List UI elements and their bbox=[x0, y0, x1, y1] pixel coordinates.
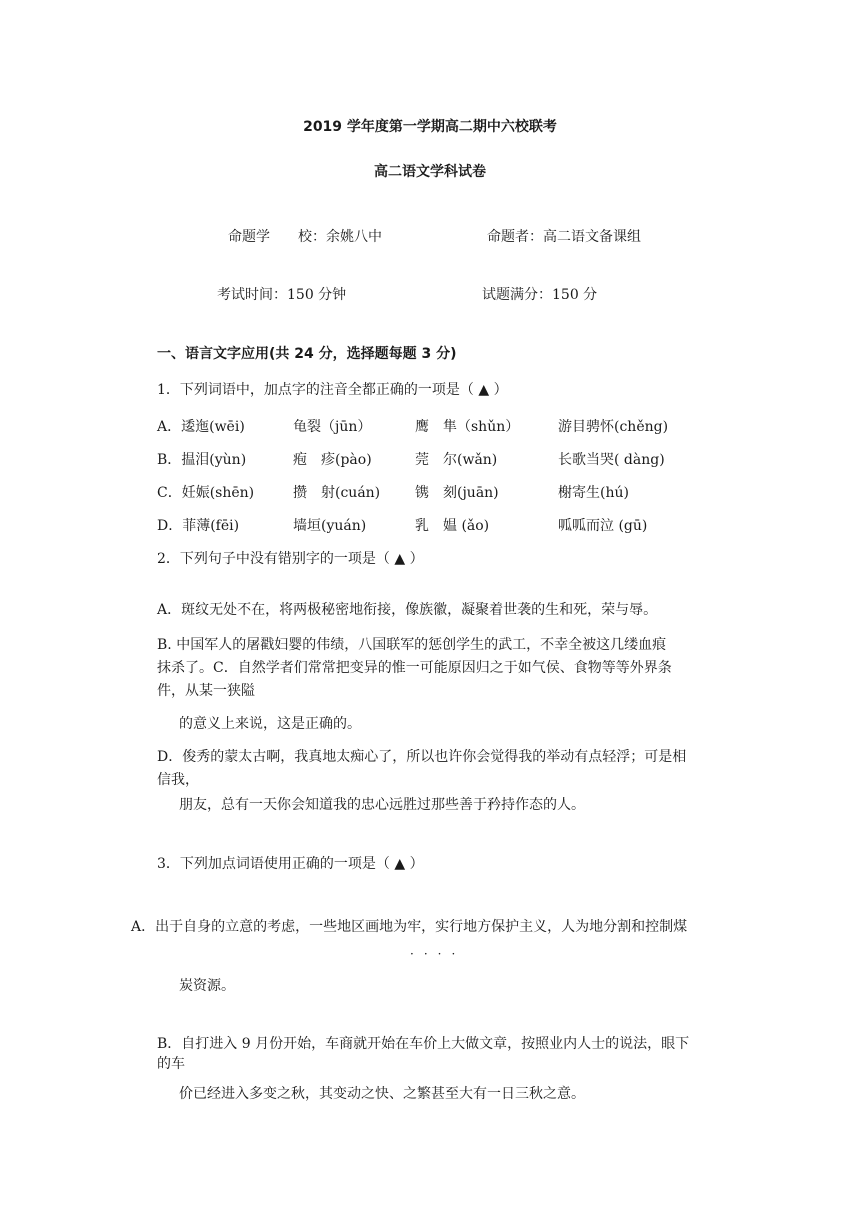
q1-option-b-2: 疱 疹(pào) bbox=[293, 452, 372, 468]
q2-option-d-continuation: 朋友，总有一天你会知道我的忠心远胜过那些善于矜持作态的人。 bbox=[179, 797, 585, 813]
q1-option-d-1: D．菲薄(fēi) bbox=[157, 518, 240, 534]
q2-option-a: A．斑纹无处不在，将两极秘密地衔接，像族徽，凝聚着世袭的生和死，荣与辱。 bbox=[157, 602, 658, 618]
school-info: 命题学 校：余姚八中 bbox=[228, 229, 382, 245]
author-info: 命题者：高二语文备课组 bbox=[487, 229, 641, 245]
q3-option-b-line2: 的车 bbox=[157, 1056, 185, 1072]
q2-option-b-line3: 件，从某一狭隘 bbox=[157, 683, 255, 699]
q1-stem: 1．下列词语中，加点字的注音全都正确的一项是（ ▲ ） bbox=[157, 382, 508, 398]
q2-option-b-line2: 抹杀了。C．自然学者们常常把变异的惟一可能原因归之于如气侯、食物等等外界条 bbox=[157, 660, 672, 676]
q1-option-d-2: 墙垣(yuán) bbox=[293, 518, 367, 534]
q3-emphasis-dots: ···· bbox=[410, 947, 466, 961]
q2-option-d-line1: D．俊秀的蒙太古啊，我真地太痴心了，所以也许你会觉得我的举动有点轻浮；可是相 bbox=[157, 749, 687, 765]
q1-option-c-2: 攒 射(cuán) bbox=[293, 485, 381, 501]
section-heading: 一、语言文字应用(共 24 分，选择题每题 3 分) bbox=[157, 346, 457, 362]
q1-option-b-1: B．揾泪(yùn) bbox=[157, 452, 247, 468]
q1-option-c-1: C．妊娠(shēn) bbox=[157, 485, 255, 501]
exam-score: 试题满分：150 分 bbox=[482, 287, 598, 303]
exam-subtitle: 高二语文学科试卷 bbox=[374, 164, 486, 180]
q1-option-b-3: 莞 尔(wǎn) bbox=[415, 452, 498, 468]
q3-stem: 3．下列加点词语使用正确的一项是（ ▲ ） bbox=[157, 856, 424, 872]
exam-time: 考试时间：150 分钟 bbox=[217, 287, 347, 303]
q1-option-a-2: 龟裂（jūn） bbox=[293, 419, 372, 435]
q2-option-b-line1: B. 中国军人的屠戳妇婴的伟绩，八国联军的惩创学生的武工，不幸全被这几缕血痕 bbox=[157, 637, 667, 653]
q3-option-a-line1: A．出于自身的立意的考虑，一些地区画地为牢，实行地方保护主义，人为地分割和控制煤 bbox=[131, 919, 688, 935]
q3-option-a-line2: 炭资源。 bbox=[179, 978, 235, 994]
q1-option-a-4: 游目骋怀(chěng) bbox=[558, 419, 669, 435]
q1-option-d-3: 乳 媪 (ǎo) bbox=[415, 518, 490, 534]
q1-option-c-3: 镌 刻(juān) bbox=[415, 485, 499, 501]
q2-option-d-line2: 信我， bbox=[157, 772, 199, 788]
q1-option-d-4: 呱呱而泣 (gū) bbox=[558, 518, 648, 534]
q1-option-a-3: 鹰 隼（shǔn） bbox=[415, 419, 520, 435]
q3-option-b-line1: B．自打进入 9 月份开始，车商就开始在车价上大做文章，按照业内人士的说法，眼下 bbox=[157, 1036, 690, 1052]
q1-option-b-4: 长歌当哭( dàng) bbox=[558, 452, 665, 468]
q1-option-c-4: 榭寄生(hú) bbox=[558, 485, 629, 501]
q1-option-a-1: A．逶迤(wēi) bbox=[157, 419, 245, 435]
q2-option-c-continuation: 的意义上来说，这是正确的。 bbox=[179, 716, 361, 732]
q3-option-b-continuation: 价已经进入多变之秋，其变动之快、之繁甚至大有一日三秋之意。 bbox=[179, 1086, 585, 1102]
q2-stem: 2．下列句子中没有错别字的一项是（ ▲ ） bbox=[157, 551, 424, 567]
exam-title: 2019 学年度第一学期高二期中六校联考 bbox=[303, 119, 557, 135]
